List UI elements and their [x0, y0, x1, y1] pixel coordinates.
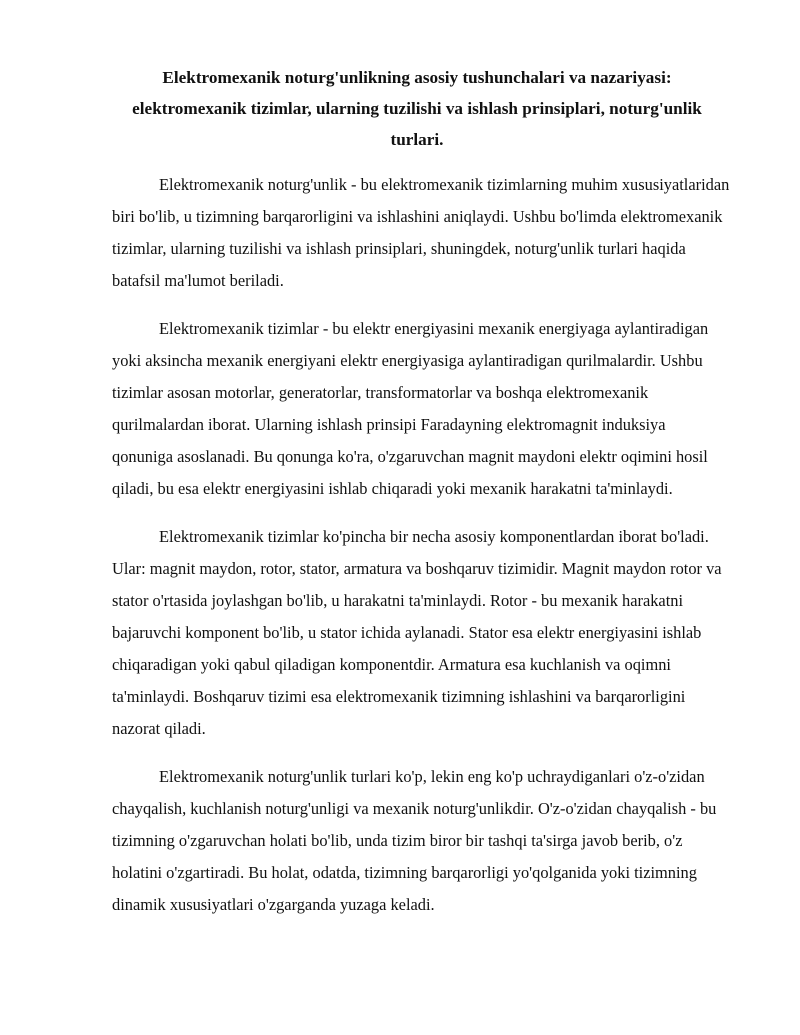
paragraph-2: Elektromexanik tizimlar - bu elektr energiyasini mexanik energiyaga aylantiradigan yoki aksincha mexanik energiyani elektr energiyasiga aylantiradigan qurilmalardir. Ushbu tizimlar asosan motorlar, generatorlar, transformatorlar va boshqa elektromexanik qurilmalardan iborat. Ularning ishlash prinsipi Faradayning elektromagnit induksiya qonuniga asoslanadi. Bu qonunga ko'ra, o'zgaruvchan magnit maydoni elektr oqimini hosil qiladi, bu esa elektr energiyasini ishlab chiqaradi yoki mexanik harakatni ta'minlaydi. [112, 319, 709, 498]
paragraph-3: Elektromexanik tizimlar ko'pincha bir necha asosiy komponentlardan iborat bo'ladi. Ular: magnit maydon, rotor, stator, armatura va boshqaruv tizimidir. Magnit maydon rotor va stator o'rtasida joylashgan bo'lib, u harakatni ta'minlaydi. Rotor - bu mexanik harakatni bajaruvchi komponent bo'lib, u stator ichida aylanadi. Stator esa elektr energiyasini ishlab chiqaradigan yoki qabul qiladigan komponentdir. Armatura esa kuchlanish va oqimni ta'minlaydi. Boshqaruv tizimi esa elektromexanik tizimning ishlashini va barqarorligini nazorat qiladi. [112, 527, 722, 738]
paragraph-4: Elektromexanik noturg'unlik turlari ko'p, lekin eng ko'p uchraydiganlari o'z-o'zidan chayqalish, kuchlanish noturg'unligi va mexanik noturg'unlikdir. O'z-o'zidan chayqalish - bu tizimning o'zgaruvchan holati bo'lib, unda tizim biror bir tashqi ta'sirga javob berib, o'z holatini o'zgartiradi. Bu holat, odatda, tizimning barqarorligi yo'qolganida yoki tizimning dinamik xususiyatlari o'zgarganda yuzaga keladi. [112, 767, 717, 914]
paragraph-1: Elektromexanik noturg'unlik - bu elektromexanik tizimlarning muhim xususiyatlaridan biri bo'lib, u tizimning barqarorligini va ishlashini aniqlaydi. Ushbu bo'limda elektromexanik tizimlar, ularning tuzilishi va ishlash prinsiplari, shuningdek, noturg'unlik turlari haqida batafsil ma'lumot beriladi. [112, 175, 730, 290]
document-title: Elektromexanik noturg'unlikning asosiy tushunchalari va nazariyasi: elektromexanik tizimlar, ularning tuzilishi va ishlash prinsiplari, noturg'unlik turlari. [132, 68, 702, 149]
